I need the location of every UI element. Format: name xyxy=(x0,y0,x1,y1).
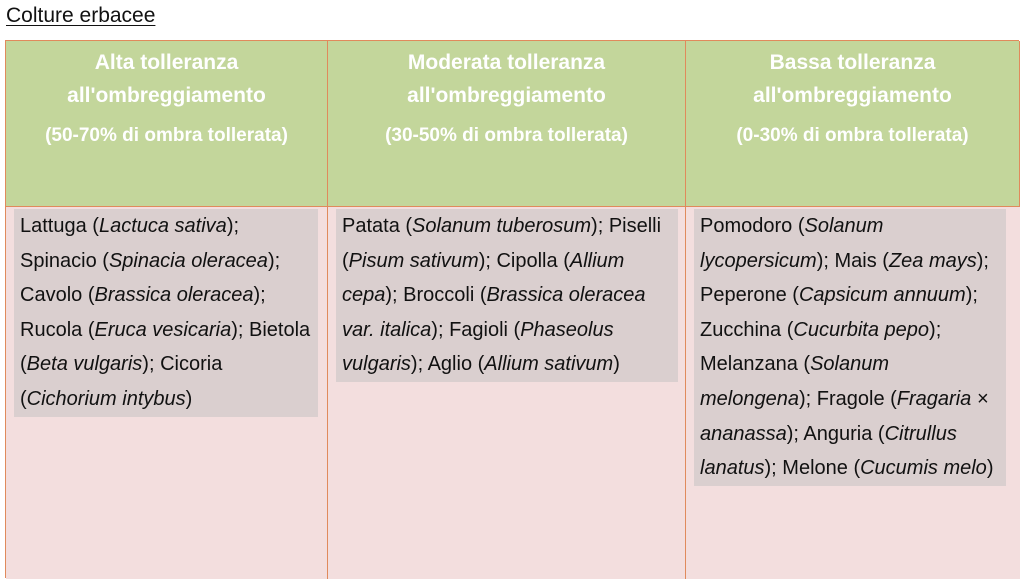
crop-item: Patata (Solanum tuberosum); xyxy=(342,215,609,237)
crop-common-name: Fragole xyxy=(816,387,885,410)
crop-common-name: Rucola xyxy=(20,318,83,341)
crop-latin-name: Spinacia oleracea xyxy=(108,249,268,272)
crop-common-name: Spinacio xyxy=(20,249,97,272)
crop-common-name: Mais xyxy=(834,249,877,272)
crop-common-name: Fagioli xyxy=(449,318,508,341)
header-title: Alta tolleranza all'ombreggiamento xyxy=(67,51,266,107)
crop-common-name: Pomodoro xyxy=(700,215,793,237)
crop-common-name: Cipolla xyxy=(496,249,558,272)
crop-item: Cavolo (Brassica oleracea); xyxy=(20,284,266,307)
crop-list xyxy=(336,209,678,382)
crop-latin-name: Brassica oleracea xyxy=(94,284,254,307)
crop-common-name: Aglio xyxy=(427,353,473,376)
header-subtitle: (30-50% di ombra tollerata) xyxy=(385,125,628,146)
crop-item: Melone (Cucumis melo) xyxy=(782,457,994,480)
crop-common-name: Lattuga xyxy=(20,215,87,237)
crop-item: Rucola (Eruca vesicaria); xyxy=(20,318,249,341)
crop-common-name: Broccoli xyxy=(403,284,475,307)
crop-item: Melanzana (Solanum melongena); xyxy=(700,353,889,410)
crop-latin-name: Solanum melongena xyxy=(700,353,889,410)
crop-common-name: Peperone xyxy=(700,284,787,307)
crop-item: Fagioli (Phaseolus vulgaris); xyxy=(342,318,614,376)
crop-latin-name: Cucumis melo xyxy=(860,457,987,480)
crop-common-name: Melanzana xyxy=(700,353,798,376)
crop-latin-name: Pisum sativum xyxy=(348,249,479,272)
crops-cell-moderate xyxy=(328,207,686,579)
crop-latin-name: Allium cepa xyxy=(342,249,625,307)
crop-latin-name: Solanum tuberosum xyxy=(412,215,592,237)
crop-latin-name: Lactuca sativa xyxy=(98,215,227,237)
crop-latin-name: Phaseolus vulgaris xyxy=(342,318,614,376)
crop-common-name: Cicoria xyxy=(160,353,223,376)
crop-common-name: Bietola xyxy=(248,318,311,341)
crop-latin-name: Eruca vesicaria xyxy=(94,318,232,341)
crop-latin-name: Cichorium intybus xyxy=(26,387,186,410)
crop-common-name: Anguria xyxy=(803,422,873,445)
crop-common-name: Cavolo xyxy=(20,284,83,307)
crop-item: Cipolla (Allium cepa); xyxy=(342,249,625,307)
crop-latin-name: Beta vulgaris xyxy=(26,353,143,376)
crop-item: Mais (Zea mays); xyxy=(834,249,989,272)
crop-item: Fragole (Fragaria × ananassa); xyxy=(700,387,989,445)
crop-item: Aglio (Allium sativum) xyxy=(427,353,620,376)
crop-item: Cicoria (Cichorium intybus) xyxy=(20,353,223,410)
crop-latin-name: Allium sativum xyxy=(484,353,614,376)
crop-item: Pomodoro (Solanum lycopersicum); xyxy=(700,215,884,272)
crop-latin-name: Capsicum annuum xyxy=(798,284,966,307)
tolerance-table xyxy=(5,40,1019,578)
crop-list xyxy=(14,209,318,417)
crop-latin-name: Fragaria × ananassa xyxy=(700,387,989,445)
crop-list xyxy=(694,209,1006,486)
crop-latin-name: Cucurbita pepo xyxy=(793,318,930,341)
header-title: Moderata tolleranza all'ombreggiamento xyxy=(407,51,606,107)
header-moderate-tolerance xyxy=(328,41,686,207)
header-high-tolerance xyxy=(6,41,328,207)
header-title: Bassa tolleranza all'ombreggiamento xyxy=(753,51,952,107)
crop-latin-name: Brassica oleracea var. italica xyxy=(342,284,646,341)
header-subtitle: (50-70% di ombra tollerata) xyxy=(45,125,288,146)
crop-latin-name: Zea mays xyxy=(888,249,977,272)
crop-item: Piselli (Pisum sativum); xyxy=(342,215,662,272)
page-title: Colture erbacee xyxy=(6,4,156,27)
crops-cell-low xyxy=(686,207,1020,579)
crop-common-name: Patata xyxy=(342,215,400,237)
crop-item: Bietola (Beta vulgaris); xyxy=(20,318,311,376)
header-low-tolerance xyxy=(686,41,1020,207)
crop-item: Zucchina (Cucurbita pepo); xyxy=(700,318,942,341)
crop-item: Broccoli (Brassica oleracea var. italica); xyxy=(342,284,646,341)
header-subtitle: (0-30% di ombra tollerata) xyxy=(736,125,969,146)
crop-item: Anguria (Citrullus lanatus); xyxy=(700,422,957,480)
crop-common-name: Piselli xyxy=(608,215,662,237)
crops-cell-high xyxy=(6,207,328,579)
crop-latin-name: Citrullus lanatus xyxy=(700,422,957,480)
crop-item: Lattuga (Lactuca sativa); xyxy=(20,215,240,237)
crop-latin-name: Solanum lycopersicum xyxy=(700,215,884,272)
crop-item: Spinacio (Spinacia oleracea); xyxy=(20,249,281,272)
crop-common-name: Melone xyxy=(782,457,848,480)
crop-common-name: Zucchina xyxy=(700,318,782,341)
crop-item: Peperone (Capsicum annuum); xyxy=(700,284,978,307)
